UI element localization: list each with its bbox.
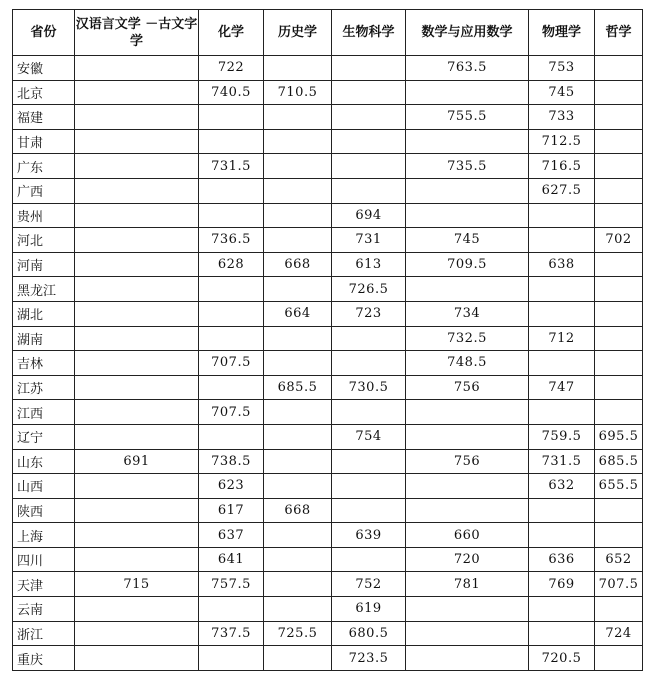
cell-province: 江西 — [13, 400, 75, 425]
cell-chinese-paleography — [75, 80, 199, 105]
cell-province: 福建 — [13, 105, 75, 130]
cell-mathematics: 734 — [406, 301, 529, 326]
cell-chinese-paleography — [75, 547, 199, 572]
table-row — [13, 252, 643, 277]
cell-physics: 712.5 — [529, 129, 595, 154]
table-row — [13, 277, 643, 302]
cell-mathematics: 735.5 — [406, 154, 529, 179]
cell-philosophy: 702 — [595, 228, 643, 253]
cell-chemistry: 737.5 — [199, 621, 264, 646]
cell-province: 河南 — [13, 252, 75, 277]
cell-physics: 712 — [529, 326, 595, 351]
cell-province: 江苏 — [13, 375, 75, 400]
cell-physics: 636 — [529, 547, 595, 572]
cell-chemistry: 637 — [199, 523, 264, 548]
cell-chinese-paleography — [75, 498, 199, 523]
cell-chemistry — [199, 326, 264, 351]
cell-mathematics — [406, 203, 529, 228]
cell-mathematics — [406, 424, 529, 449]
cell-mathematics: 756 — [406, 375, 529, 400]
table-row — [13, 400, 643, 425]
cell-chinese-paleography — [75, 277, 199, 302]
cell-history — [264, 597, 332, 622]
cell-mathematics — [406, 400, 529, 425]
cell-philosophy — [595, 105, 643, 130]
cell-mathematics: 756 — [406, 449, 529, 474]
table-body — [13, 56, 643, 671]
table-row — [13, 154, 643, 179]
cell-chinese-paleography — [75, 154, 199, 179]
cell-chinese-paleography — [75, 56, 199, 81]
table-row — [13, 56, 643, 81]
cell-province: 云南 — [13, 597, 75, 622]
cell-biology — [332, 129, 406, 154]
cell-history — [264, 547, 332, 572]
admission-score-table — [12, 9, 643, 671]
table-row — [13, 80, 643, 105]
header-chemistry: 化学 — [199, 10, 264, 56]
cell-province: 湖北 — [13, 301, 75, 326]
cell-province: 辽宁 — [13, 424, 75, 449]
cell-physics: 747 — [529, 375, 595, 400]
cell-physics — [529, 203, 595, 228]
cell-chinese-paleography — [75, 228, 199, 253]
cell-physics — [529, 400, 595, 425]
cell-chinese-paleography — [75, 474, 199, 499]
cell-chinese-paleography — [75, 523, 199, 548]
cell-history — [264, 129, 332, 154]
cell-chemistry — [199, 203, 264, 228]
cell-province: 河北 — [13, 228, 75, 253]
table-row — [13, 301, 643, 326]
cell-biology: 723.5 — [332, 646, 406, 671]
cell-chemistry: 707.5 — [199, 351, 264, 376]
cell-philosophy: 724 — [595, 621, 643, 646]
cell-province: 湖南 — [13, 326, 75, 351]
cell-mathematics: 781 — [406, 572, 529, 597]
table-row — [13, 424, 643, 449]
cell-biology: 694 — [332, 203, 406, 228]
cell-history — [264, 178, 332, 203]
cell-province: 广东 — [13, 154, 75, 179]
cell-chemistry: 617 — [199, 498, 264, 523]
cell-mathematics: 763.5 — [406, 56, 529, 81]
cell-chinese-paleography — [75, 621, 199, 646]
cell-mathematics — [406, 474, 529, 499]
cell-province: 黑龙江 — [13, 277, 75, 302]
cell-history: 710.5 — [264, 80, 332, 105]
cell-physics — [529, 301, 595, 326]
cell-physics — [529, 228, 595, 253]
cell-chinese-paleography — [75, 424, 199, 449]
cell-philosophy — [595, 498, 643, 523]
cell-chemistry — [199, 597, 264, 622]
cell-chinese-paleography: 715 — [75, 572, 199, 597]
cell-chinese-paleography — [75, 597, 199, 622]
cell-chemistry — [199, 424, 264, 449]
cell-chemistry: 623 — [199, 474, 264, 499]
cell-mathematics — [406, 80, 529, 105]
table-row — [13, 203, 643, 228]
cell-chemistry: 736.5 — [199, 228, 264, 253]
cell-chemistry: 722 — [199, 56, 264, 81]
cell-philosophy: 695.5 — [595, 424, 643, 449]
cell-province: 上海 — [13, 523, 75, 548]
cell-biology — [332, 56, 406, 81]
cell-philosophy — [595, 178, 643, 203]
cell-chinese-paleography — [75, 375, 199, 400]
cell-chemistry — [199, 105, 264, 130]
cell-biology — [332, 154, 406, 179]
table-row — [13, 228, 643, 253]
cell-mathematics — [406, 129, 529, 154]
cell-chemistry — [199, 129, 264, 154]
cell-philosophy — [595, 129, 643, 154]
cell-chinese-paleography — [75, 326, 199, 351]
cell-biology: 613 — [332, 252, 406, 277]
table-row — [13, 572, 643, 597]
cell-chemistry — [199, 301, 264, 326]
cell-history — [264, 56, 332, 81]
cell-chemistry: 641 — [199, 547, 264, 572]
header-mathematics: 数学与应用数学 — [406, 10, 529, 56]
cell-philosophy: 685.5 — [595, 449, 643, 474]
cell-province: 重庆 — [13, 646, 75, 671]
header-biology: 生物科学 — [332, 10, 406, 56]
cell-province: 山东 — [13, 449, 75, 474]
cell-chemistry — [199, 375, 264, 400]
cell-mathematics: 755.5 — [406, 105, 529, 130]
cell-history: 725.5 — [264, 621, 332, 646]
cell-philosophy — [595, 80, 643, 105]
cell-mathematics — [406, 277, 529, 302]
cell-province: 陕西 — [13, 498, 75, 523]
cell-mathematics — [406, 621, 529, 646]
cell-province: 四川 — [13, 547, 75, 572]
cell-chinese-paleography — [75, 105, 199, 130]
cell-chinese-paleography — [75, 203, 199, 228]
cell-history: 685.5 — [264, 375, 332, 400]
cell-physics: 716.5 — [529, 154, 595, 179]
cell-history — [264, 326, 332, 351]
cell-chemistry: 628 — [199, 252, 264, 277]
cell-chemistry — [199, 178, 264, 203]
cell-biology — [332, 351, 406, 376]
table-row — [13, 547, 643, 572]
cell-chinese-paleography — [75, 178, 199, 203]
cell-philosophy — [595, 375, 643, 400]
cell-history: 668 — [264, 498, 332, 523]
cell-philosophy — [595, 523, 643, 548]
cell-history — [264, 400, 332, 425]
cell-philosophy — [595, 203, 643, 228]
cell-biology — [332, 80, 406, 105]
cell-chemistry: 731.5 — [199, 154, 264, 179]
cell-history — [264, 277, 332, 302]
cell-mathematics: 732.5 — [406, 326, 529, 351]
cell-chemistry: 738.5 — [199, 449, 264, 474]
cell-biology — [332, 105, 406, 130]
table-row — [13, 129, 643, 154]
cell-chemistry: 707.5 — [199, 400, 264, 425]
cell-chemistry: 757.5 — [199, 572, 264, 597]
cell-mathematics — [406, 498, 529, 523]
cell-physics — [529, 351, 595, 376]
cell-mathematics: 745 — [406, 228, 529, 253]
cell-history — [264, 449, 332, 474]
cell-history — [264, 105, 332, 130]
table-row — [13, 474, 643, 499]
cell-province: 北京 — [13, 80, 75, 105]
cell-biology — [332, 326, 406, 351]
cell-physics — [529, 621, 595, 646]
table-row — [13, 449, 643, 474]
header-province: 省份 — [13, 10, 75, 56]
cell-physics: 769 — [529, 572, 595, 597]
cell-history — [264, 228, 332, 253]
table-row — [13, 523, 643, 548]
cell-chemistry — [199, 277, 264, 302]
cell-mathematics — [406, 178, 529, 203]
cell-mathematics: 660 — [406, 523, 529, 548]
cell-biology: 731 — [332, 228, 406, 253]
cell-philosophy — [595, 277, 643, 302]
cell-philosophy — [595, 56, 643, 81]
cell-biology: 754 — [332, 424, 406, 449]
table-row — [13, 621, 643, 646]
cell-physics: 745 — [529, 80, 595, 105]
cell-physics: 720.5 — [529, 646, 595, 671]
cell-physics: 638 — [529, 252, 595, 277]
cell-biology: 619 — [332, 597, 406, 622]
cell-mathematics: 748.5 — [406, 351, 529, 376]
cell-province: 甘肃 — [13, 129, 75, 154]
cell-biology: 723 — [332, 301, 406, 326]
table-row — [13, 646, 643, 671]
cell-mathematics: 720 — [406, 547, 529, 572]
table-row — [13, 351, 643, 376]
cell-chinese-paleography — [75, 129, 199, 154]
cell-history — [264, 523, 332, 548]
cell-province: 天津 — [13, 572, 75, 597]
cell-physics: 632 — [529, 474, 595, 499]
table-row — [13, 498, 643, 523]
table-row — [13, 178, 643, 203]
table-row — [13, 597, 643, 622]
cell-province: 贵州 — [13, 203, 75, 228]
cell-philosophy: 655.5 — [595, 474, 643, 499]
cell-philosophy — [595, 252, 643, 277]
table-row — [13, 105, 643, 130]
header-philosophy: 哲学 — [595, 10, 643, 56]
cell-biology — [332, 474, 406, 499]
cell-physics: 731.5 — [529, 449, 595, 474]
header-chinese-paleography: 汉语言文学 －古文字学 — [75, 10, 199, 56]
cell-physics: 753 — [529, 56, 595, 81]
cell-biology: 680.5 — [332, 621, 406, 646]
cell-mathematics — [406, 646, 529, 671]
cell-province: 山西 — [13, 474, 75, 499]
cell-history — [264, 154, 332, 179]
cell-chemistry — [199, 646, 264, 671]
cell-chinese-paleography — [75, 351, 199, 376]
cell-chinese-paleography — [75, 646, 199, 671]
cell-philosophy — [595, 351, 643, 376]
cell-chinese-paleography — [75, 400, 199, 425]
cell-physics — [529, 523, 595, 548]
cell-biology: 639 — [332, 523, 406, 548]
cell-history — [264, 203, 332, 228]
cell-philosophy — [595, 400, 643, 425]
cell-physics: 733 — [529, 105, 595, 130]
cell-history: 664 — [264, 301, 332, 326]
cell-physics — [529, 277, 595, 302]
cell-chinese-paleography — [75, 301, 199, 326]
cell-history: 668 — [264, 252, 332, 277]
table-row — [13, 375, 643, 400]
cell-history — [264, 572, 332, 597]
cell-history — [264, 474, 332, 499]
cell-history — [264, 351, 332, 376]
cell-biology — [332, 498, 406, 523]
cell-philosophy: 652 — [595, 547, 643, 572]
cell-mathematics — [406, 597, 529, 622]
cell-philosophy — [595, 646, 643, 671]
header-history: 历史学 — [264, 10, 332, 56]
header-row — [13, 10, 643, 56]
cell-biology — [332, 178, 406, 203]
table-row — [13, 326, 643, 351]
cell-history — [264, 424, 332, 449]
cell-physics: 759.5 — [529, 424, 595, 449]
cell-biology: 752 — [332, 572, 406, 597]
cell-province: 广西 — [13, 178, 75, 203]
cell-province: 吉林 — [13, 351, 75, 376]
cell-chemistry: 740.5 — [199, 80, 264, 105]
cell-philosophy — [595, 154, 643, 179]
cell-physics — [529, 597, 595, 622]
cell-philosophy — [595, 326, 643, 351]
cell-philosophy — [595, 597, 643, 622]
cell-biology: 726.5 — [332, 277, 406, 302]
cell-biology: 730.5 — [332, 375, 406, 400]
cell-biology — [332, 400, 406, 425]
cell-history — [264, 646, 332, 671]
cell-physics: 627.5 — [529, 178, 595, 203]
header-physics: 物理学 — [529, 10, 595, 56]
cell-province: 安徽 — [13, 56, 75, 81]
cell-philosophy: 707.5 — [595, 572, 643, 597]
cell-chinese-paleography: 691 — [75, 449, 199, 474]
cell-biology — [332, 547, 406, 572]
cell-biology — [332, 449, 406, 474]
cell-physics — [529, 498, 595, 523]
cell-chinese-paleography — [75, 252, 199, 277]
cell-philosophy — [595, 301, 643, 326]
cell-mathematics: 709.5 — [406, 252, 529, 277]
cell-province: 浙江 — [13, 621, 75, 646]
